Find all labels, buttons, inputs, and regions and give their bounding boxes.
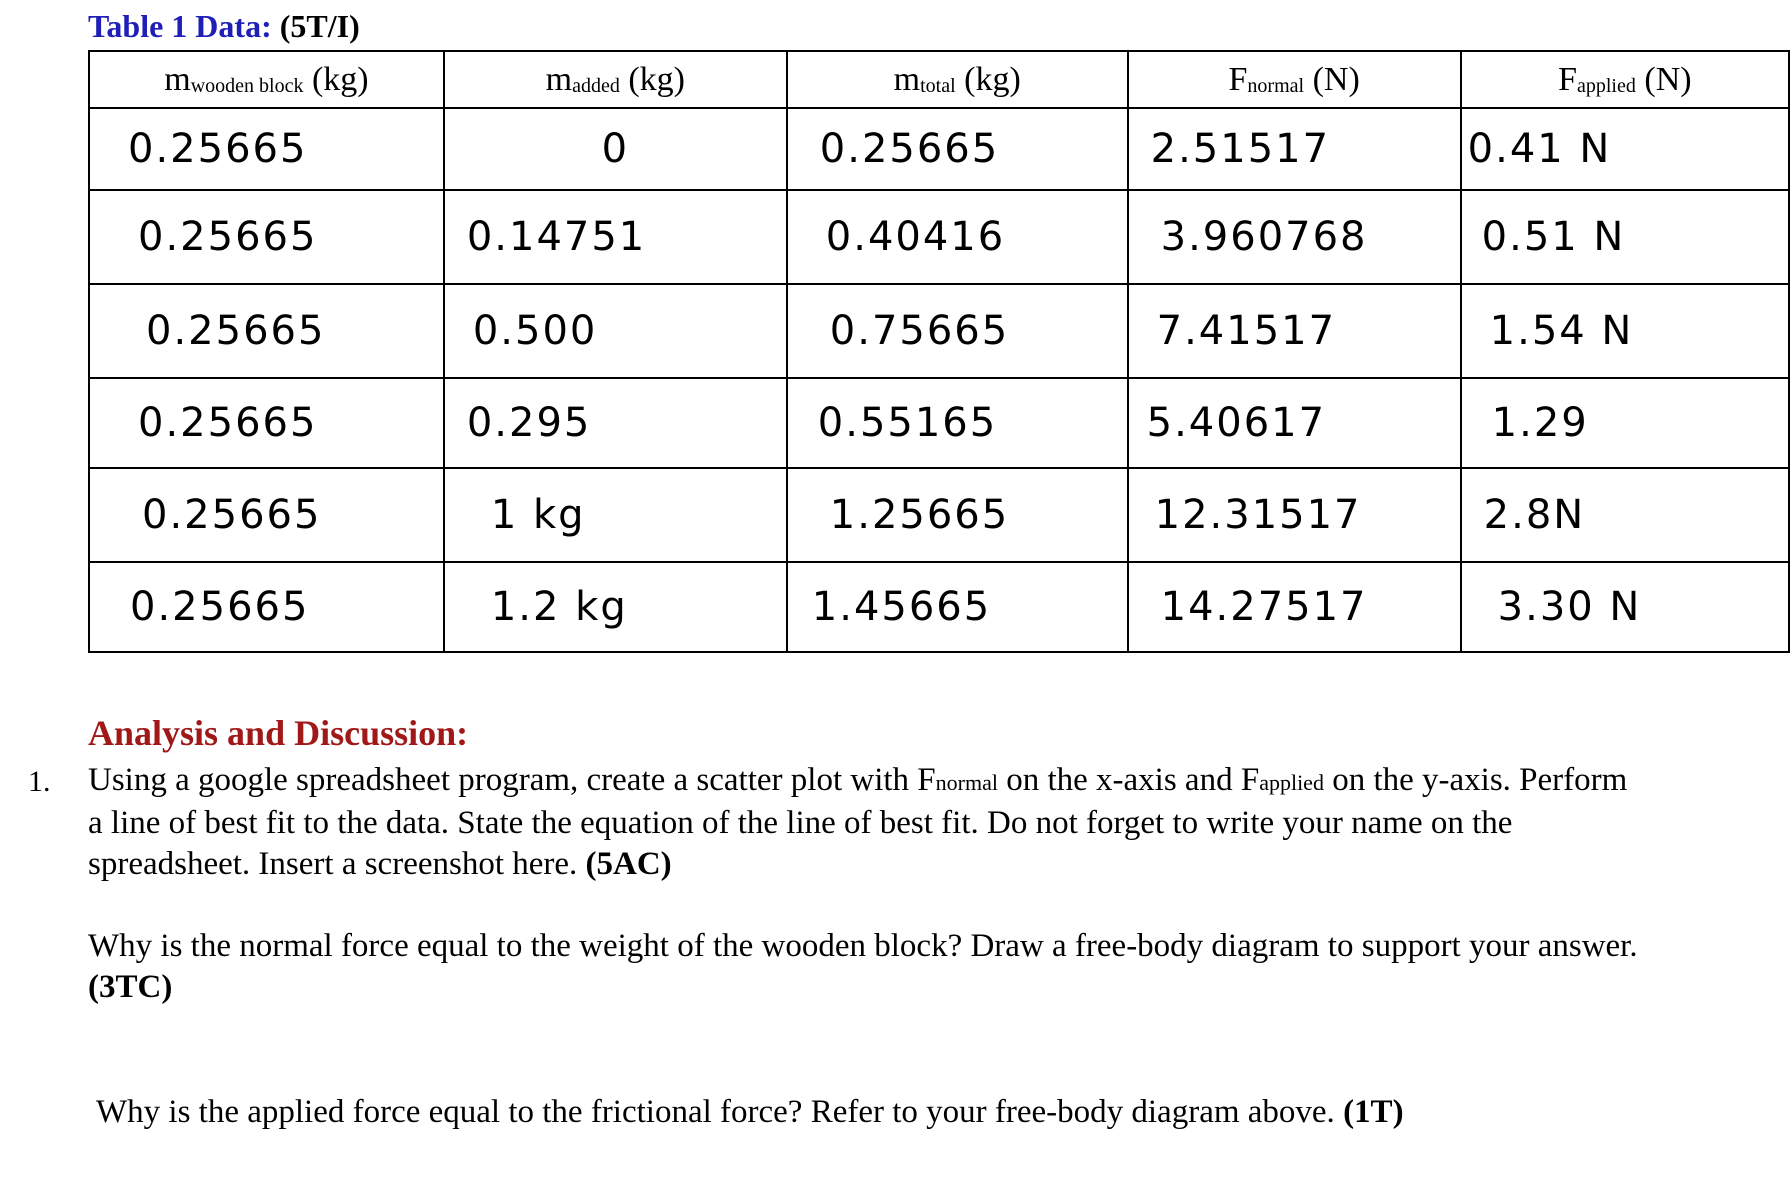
header-f-normal: $F_{normal}$ (N) — [1128, 51, 1461, 108]
cell-f-normal: 14.27517 — [1128, 562, 1461, 652]
header-m-added: $m_{added}$ (kg) — [444, 51, 787, 108]
question-number: 1. — [28, 765, 51, 798]
table-row — [89, 562, 1789, 652]
cell-m-wooden-block: 0.25665 — [89, 108, 444, 190]
cell-m-wooden-block: 0.25665 — [89, 468, 444, 562]
table-row — [89, 108, 1789, 190]
cell-f-applied: 0.41 N — [1461, 108, 1789, 190]
table-title-marks: (5T/I) — [279, 8, 360, 44]
cell-f-normal: 3.960768 — [1128, 190, 1461, 284]
cell-m-wooden-block: 0.25665 — [89, 190, 444, 284]
cell-m-wooden-block: 0.25665 — [89, 284, 444, 378]
table-row — [89, 284, 1789, 378]
cell-f-applied: 0.51 N — [1461, 190, 1789, 284]
cell-m-total: 0.25665 — [787, 108, 1128, 190]
cell-f-normal: 5.40617 — [1128, 378, 1461, 468]
data-table — [88, 50, 1790, 653]
header-m-wooden-block: $m_{wooden block}$ (kg) — [89, 51, 444, 108]
question-3: Why is the applied force equal to the frictional force? Refer to your free-body diagram above. (1T) — [96, 1094, 1404, 1130]
cell-f-applied: 3.30 N — [1461, 562, 1789, 652]
cell-m-wooden-block: 0.25665 — [89, 378, 444, 468]
question-1: Using a google spreadsheet program, create a scatter plot with Fnormal on the x-axis and Fapplied on the y-axis. Perform a line of best fit to the data. State the equation of the line of best fit. Do not forget to write your name on the spreadsheet. Insert a screenshot here. (5AC) — [88, 762, 1628, 882]
table-title — [88, 8, 360, 45]
cell-m-total: 0.75665 — [787, 284, 1128, 378]
cell-m-total: 1.25665 — [787, 468, 1128, 562]
header-f-applied: $F_{applied}$ (N) — [1461, 51, 1789, 108]
cell-m-total: 1.45665 — [787, 562, 1128, 652]
cell-m-added: 0.295 — [444, 378, 787, 468]
question-2-marks: (3TC) — [88, 969, 173, 1005]
cell-f-applied: 1.54 N — [1461, 284, 1789, 378]
question-1-marks: (5AC) — [585, 846, 672, 882]
cell-m-total: 0.55165 — [787, 378, 1128, 468]
header-row — [89, 51, 1789, 108]
question-2: Why is the normal force equal to the weight of the wooden block? Draw a free-body diagram to support your answer. (3TC) — [88, 928, 1638, 1005]
cell-f-applied: 2.8N — [1461, 468, 1789, 562]
cell-m-wooden-block: 0.25665 — [89, 562, 444, 652]
cell-m-added: 0.500 — [444, 284, 787, 378]
cell-m-added: 1.2 kg — [444, 562, 787, 652]
cell-f-normal: 12.31517 — [1128, 468, 1461, 562]
analysis-title: Analysis and Discussion: — [88, 713, 469, 753]
cell-f-applied: 1.29 — [1461, 378, 1789, 468]
cell-m-added: 0.14751 — [444, 190, 787, 284]
table-row — [89, 190, 1789, 284]
header-m-total: $m_{total}$ (kg) — [787, 51, 1128, 108]
table-row — [89, 378, 1789, 468]
cell-f-normal: 7.41517 — [1128, 284, 1461, 378]
table-row — [89, 468, 1789, 562]
question-3-marks: (1T) — [1343, 1094, 1404, 1130]
cell-m-total: 0.40416 — [787, 190, 1128, 284]
cell-m-added: 0 — [444, 108, 787, 190]
cell-m-added: 1 kg — [444, 468, 787, 562]
table-title-text: Table 1 Data: — [88, 8, 272, 44]
cell-f-normal: 2.51517 — [1128, 108, 1461, 190]
